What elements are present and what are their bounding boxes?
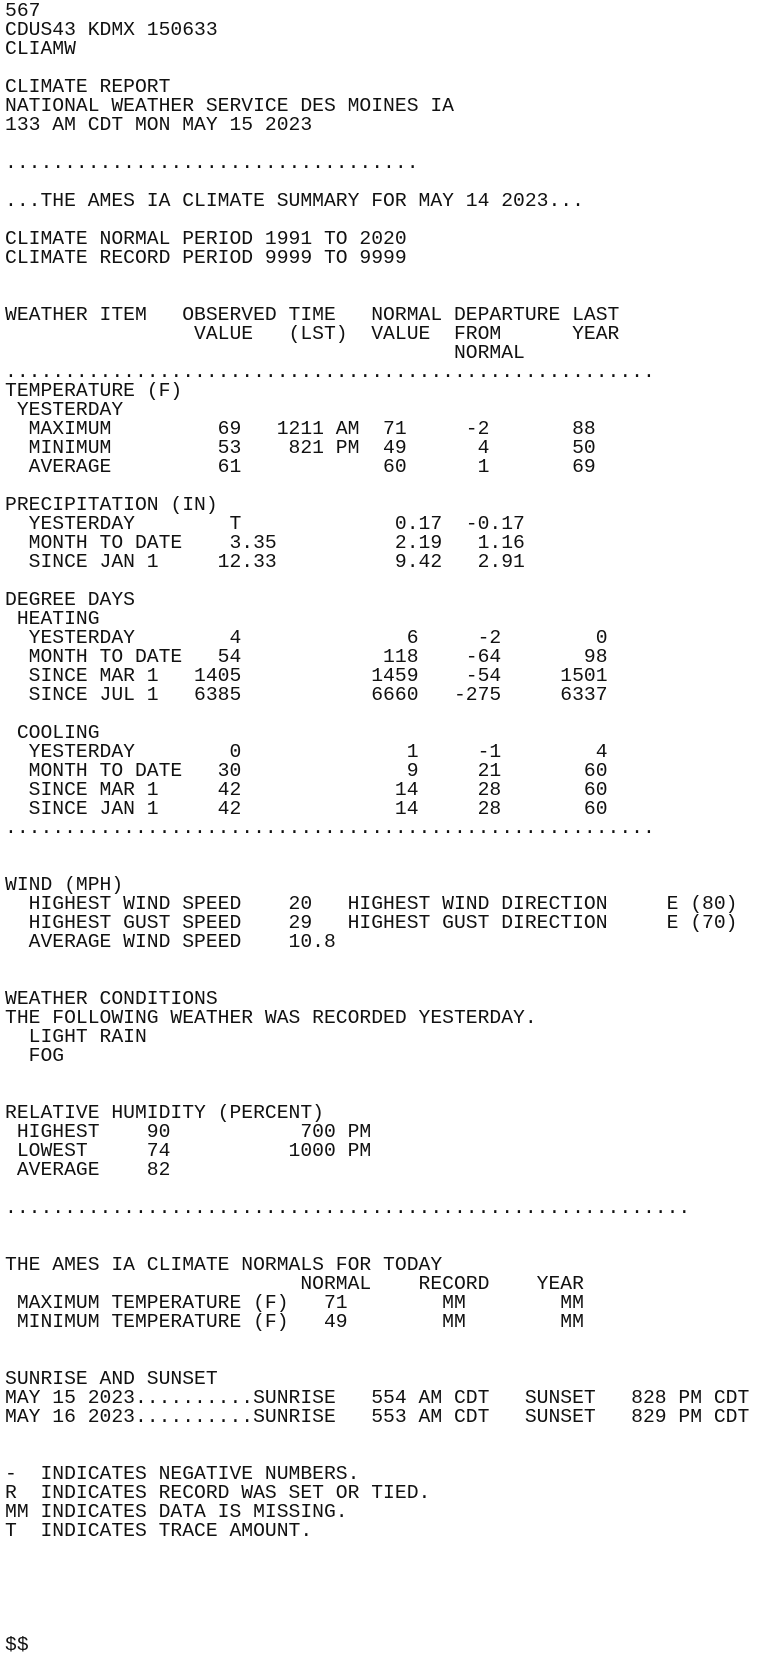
report-line: AVERAGE WIND SPEED 10.8 (5, 931, 336, 953)
report-line: AVERAGE 61 60 1 69 (5, 456, 596, 478)
report-line (5, 1579, 778, 1598)
report-line: HIGHEST WIND SPEED 20 HIGHEST WIND DIRECTION E (80) (5, 893, 738, 915)
report-line: $$ (5, 1634, 29, 1656)
report-line: CLIMATE REPORT (5, 76, 171, 98)
report-line (5, 838, 778, 857)
report-line: 133 AM CDT MON MAY 15 2023 (5, 114, 313, 136)
report-line: YESTERDAY T 0.17 -0.17 (5, 513, 525, 535)
report-line: ...THE AMES IA CLIMATE SUMMARY FOR MAY 14 2023... (5, 190, 584, 212)
report-line (5, 1617, 778, 1636)
report-line: AVERAGE 82 (5, 1159, 171, 1181)
report-line: T INDICATES TRACE AMOUNT. (5, 1520, 313, 1542)
report-line: MONTH TO DATE 30 9 21 60 (5, 760, 608, 782)
report-line: NORMAL (5, 342, 525, 364)
report-line: YESTERDAY 0 1 -1 4 (5, 741, 608, 763)
report-line: CLIMATE RECORD PERIOD 9999 TO 9999 (5, 247, 407, 269)
report-line: SINCE JAN 1 12.33 9.42 2.91 (5, 551, 525, 573)
report-line: - INDICATES NEGATIVE NUMBERS. (5, 1463, 360, 1485)
report-line (5, 1066, 778, 1085)
report-line: TEMPERATURE (F) (5, 380, 183, 402)
report-line: COOLING (5, 722, 100, 744)
report-line: VALUE (LST) VALUE FROM YEAR (5, 323, 620, 345)
report-line (5, 1598, 778, 1617)
report-line: SINCE JAN 1 42 14 28 60 (5, 798, 608, 820)
report-line: SINCE JUL 1 6385 6660 -275 6337 (5, 684, 608, 706)
report-line: MM INDICATES DATA IS MISSING. (5, 1501, 348, 1523)
report-line: .......................................................... (5, 1197, 691, 1219)
report-line: WIND (MPH) (5, 874, 124, 896)
report-line: MAXIMUM TEMPERATURE (F) 71 MM MM (5, 1292, 584, 1314)
report-line: LIGHT RAIN (5, 1026, 147, 1048)
report-line: 567 (5, 0, 41, 22)
report-line (5, 1332, 778, 1351)
report-line: MONTH TO DATE 3.35 2.19 1.16 (5, 532, 525, 554)
report-line: NORMAL RECORD YEAR (5, 1273, 584, 1295)
report-line: ....................................................... (5, 817, 655, 839)
report-line: HEATING (5, 608, 100, 630)
report-line: SINCE MAR 1 42 14 28 60 (5, 779, 608, 801)
report-line: YESTERDAY 4 6 -2 0 (5, 627, 608, 649)
report-line: HIGHEST GUST SPEED 29 HIGHEST GUST DIRECTION E (70) (5, 912, 738, 934)
report-line: CDUS43 KDMX 150633 (5, 19, 218, 41)
report-line: CLIAMW (5, 38, 76, 60)
report-line: RELATIVE HUMIDITY (PERCENT) (5, 1102, 324, 1124)
report-line: PRECIPITATION (IN) (5, 494, 218, 516)
report-line (5, 1560, 778, 1579)
report-line: NATIONAL WEATHER SERVICE DES MOINES IA (5, 95, 454, 117)
report-line (5, 1541, 778, 1560)
report-line (5, 952, 778, 971)
report-line: HIGHEST 90 700 PM (5, 1121, 372, 1143)
report-line: MAY 16 2023..........SUNRISE 553 AM CDT SUNSET 829 PM CDT (5, 1406, 750, 1428)
report-line: MAXIMUM 69 1211 AM 71 -2 88 (5, 418, 596, 440)
report-line: SUNRISE AND SUNSET (5, 1368, 218, 1390)
report-line: FOG (5, 1045, 65, 1067)
report-line: ................................... (5, 152, 419, 174)
report-line: THE FOLLOWING WEATHER WAS RECORDED YESTERDAY. (5, 1007, 537, 1029)
report-line: R INDICATES RECORD WAS SET OR TIED. (5, 1482, 431, 1504)
report-line (5, 268, 778, 287)
report-line: YESTERDAY (5, 399, 124, 421)
report-line: ....................................................... (5, 361, 655, 383)
report-line: THE AMES IA CLIMATE NORMALS FOR TODAY (5, 1254, 443, 1276)
report-line: MINIMUM TEMPERATURE (F) 49 MM MM (5, 1311, 584, 1333)
report-line: MINIMUM 53 821 PM 49 4 50 (5, 437, 596, 459)
report-line: DEGREE DAYS (5, 589, 135, 611)
report-line: MAY 15 2023..........SUNRISE 554 AM CDT SUNSET 828 PM CDT (5, 1387, 750, 1409)
report-line: CLIMATE NORMAL PERIOD 1991 TO 2020 (5, 228, 407, 250)
report-line: MONTH TO DATE 54 118 -64 98 (5, 646, 608, 668)
report-line: WEATHER CONDITIONS (5, 988, 218, 1010)
report-line: WEATHER ITEM OBSERVED TIME NORMAL DEPARTURE LAST (5, 304, 620, 326)
report-line: LOWEST 74 1000 PM (5, 1140, 372, 1162)
report-line: SINCE MAR 1 1405 1459 -54 1501 (5, 665, 608, 687)
report-line (5, 705, 778, 724)
report-line (5, 1218, 778, 1237)
report-line (5, 1427, 778, 1446)
